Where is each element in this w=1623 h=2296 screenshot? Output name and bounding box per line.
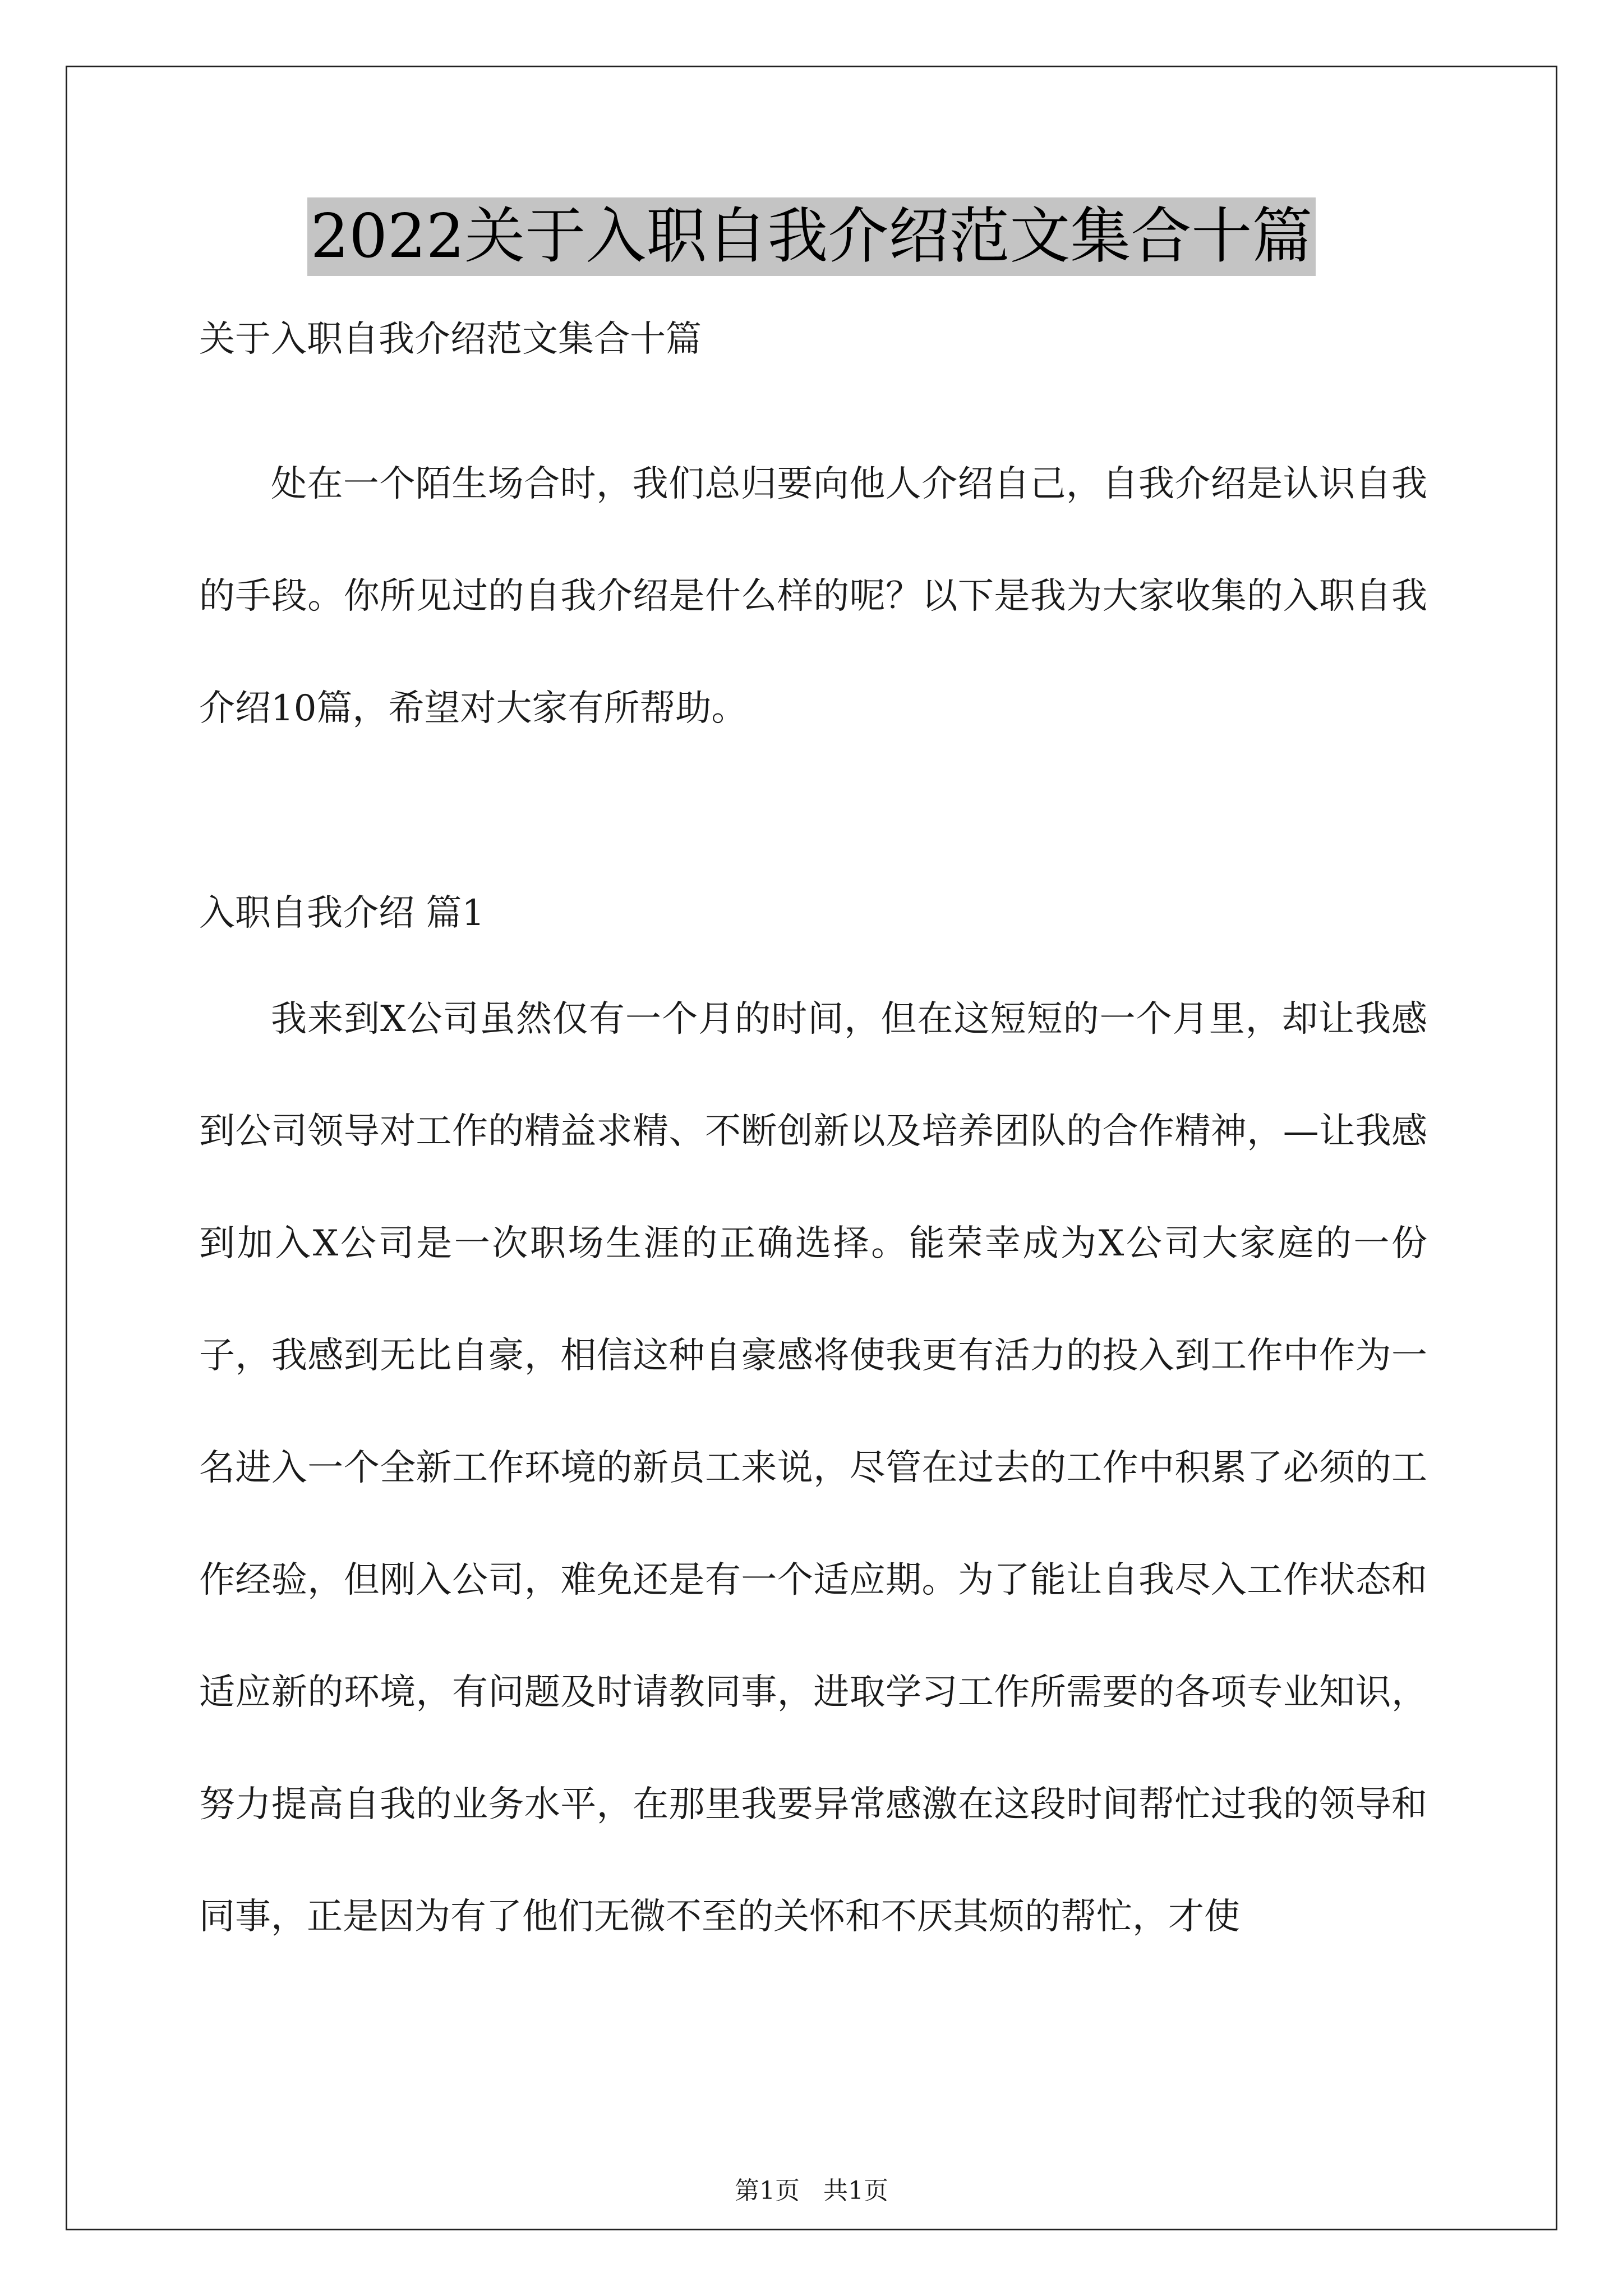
document-title: 2022关于入职自我介绍范文集合十篇 [307, 197, 1316, 276]
page-number: 第1页 [735, 2177, 800, 2205]
page-footer [0, 2175, 1623, 2207]
page-total: 共1页 [823, 2177, 888, 2205]
section-paragraph: 我来到X公司虽然仅有一个月的时间，但在这短短的一个月里，却让我感到公司领导对工作的精益求精、不断创新以及培养团队的合作精神，—让我感到加入X公司是一次职场生涯的正确选择。能荣幸成为X公司大家庭的一份子，我感到无比自豪，相信这种自豪感将使我更有活力的投入到工作中作为一名进入一个全新工作环境的新员工来说，尽管在过去的工作中积累了必须的工作经验，但刚入公司，难免还是有一个适应期。为了能让自我尽入工作状态和适应新的环境，有问题及时请教同事，进取学习工作所需要的各项专业知识，努力提高自我的业务水平，在那里我要异常感激在这段时间帮忙过我的领导和同事，正是因为有了他们无微不至的关怀和不厌其烦的帮忙，才使 [199, 999, 1427, 1938]
section-heading: 入职自我介绍 篇1 [199, 892, 485, 934]
document-subtitle: 关于入职自我介绍范文集合十篇 [199, 319, 702, 360]
intro-paragraph: 处在一个陌生场合时，我们总归要向他人介绍自己，自我介绍是认识自我的手段。你所见过的自我介绍是什么样的呢？以下是我为大家收集的入职自我介绍10篇，希望对大家有所帮助。 [199, 463, 1427, 729]
title-container [0, 197, 1623, 276]
